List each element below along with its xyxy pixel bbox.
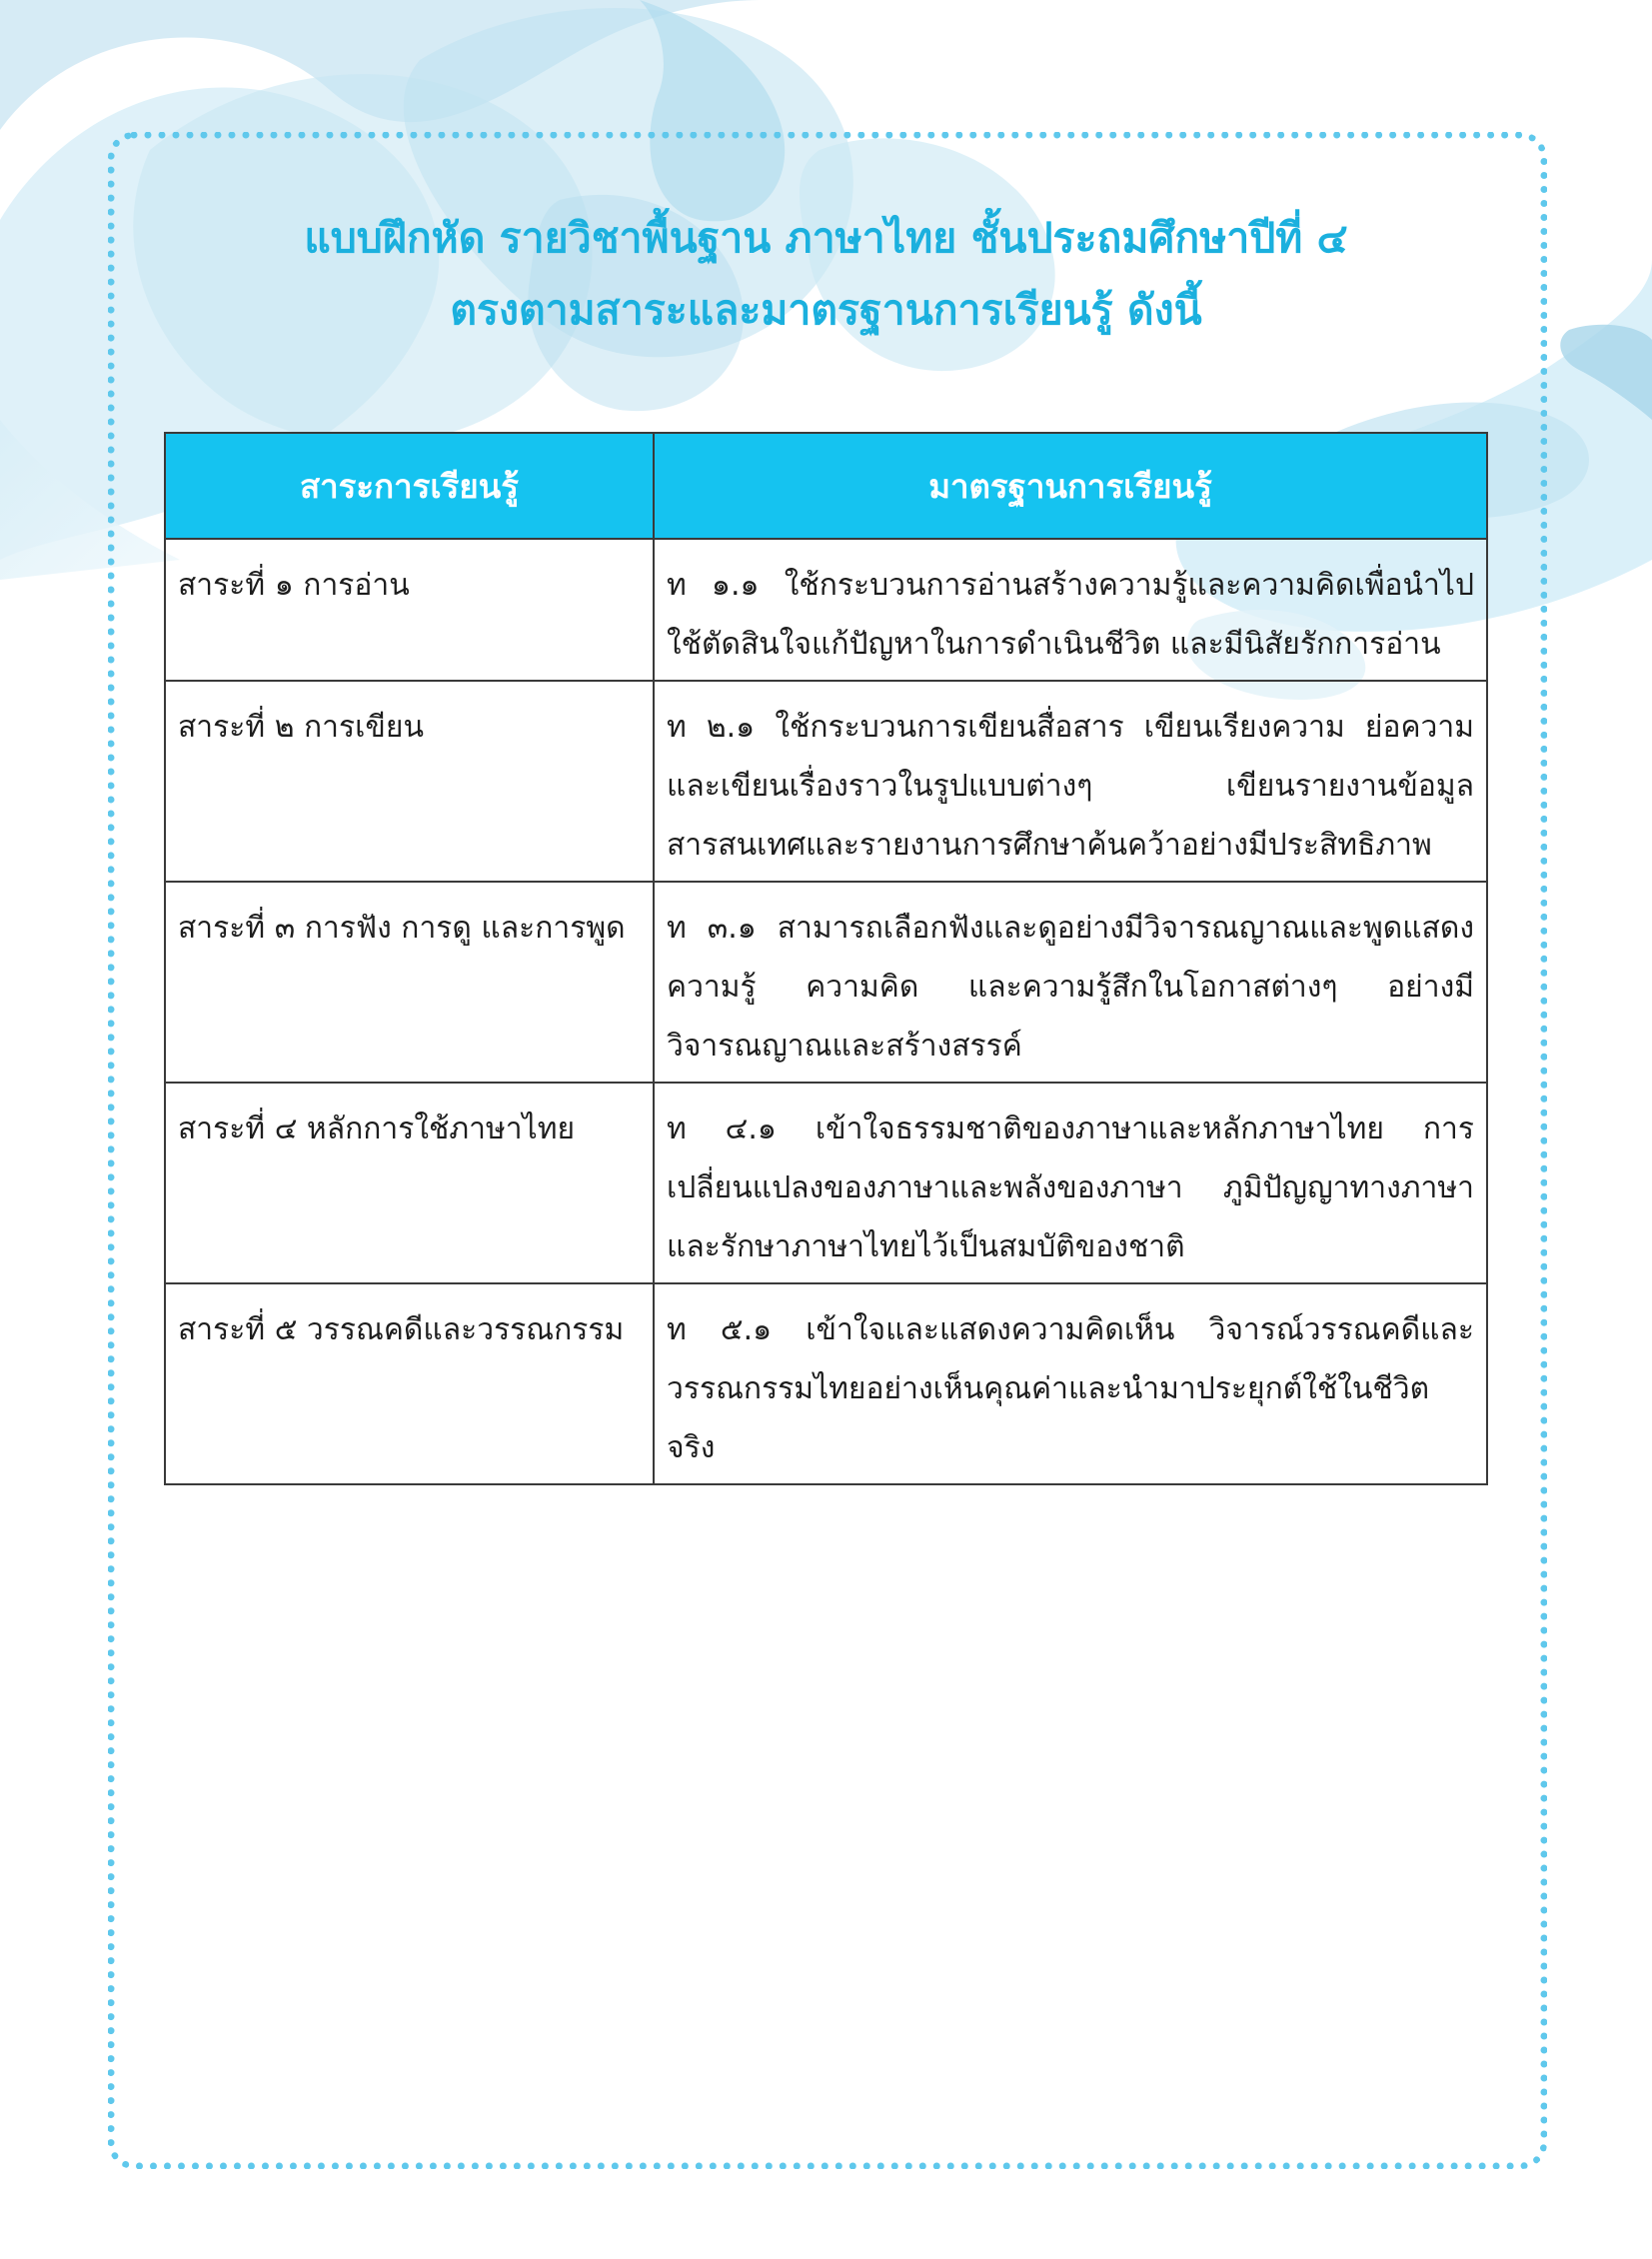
strand-cell: สาระที่ ๑ การอ่าน [165,539,654,681]
standard-cell: ท ๕.๑ เข้าใจและแสดงความคิดเห็น วิจารณ์วรรณคดีและวรรณกรรมไทยอย่างเห็นคุณค่าและนำมาประยุกต์ใช้ในชีวิตจริง [654,1283,1487,1484]
header-standard: มาตรฐานการเรียนรู้ [654,433,1487,539]
table-row [165,681,1487,882]
standard-cell: ท ๒.๑ ใช้กระบวนการเขียนสื่อสาร เขียนเรียงความ ย่อความ และเขียนเรื่องราวในรูปแบบต่างๆ เขียนรายงานข้อมูลสารสนเทศและรายงานการศึกษาค้นคว้าอย่างมีประสิทธิภาพ [654,681,1487,882]
table-row [165,539,1487,681]
strand-cell: สาระที่ ๓ การฟัง การดู และการพูด [165,882,654,1083]
strand-cell: สาระที่ ๔ หลักการใช้ภาษาไทย [165,1083,654,1283]
standard-cell: ท ๓.๑ สามารถเลือกฟังและดูอย่างมีวิจารณญาณและพูดแสดงความรู้ ความคิด และความรู้สึกในโอกาสต่างๆ อย่างมีวิจารณญาณและสร้างสรรค์ [654,882,1487,1083]
strand-cell: สาระที่ ๒ การเขียน [165,681,654,882]
curriculum-standards-table [164,432,1488,1485]
strand-cell: สาระที่ ๕ วรรณคดีและวรรณกรรม [165,1283,654,1484]
page-title-line-2: ตรงตามสาระและมาตรฐานการเรียนรู้ ดังนี้ [450,286,1202,334]
table-row [165,1083,1487,1283]
table-row [165,1283,1487,1484]
table-header-row [165,433,1487,539]
header-strand: สาระการเรียนรู้ [165,433,654,539]
standard-cell: ท ๑.๑ ใช้กระบวนการอ่านสร้างความรู้และความคิดเพื่อนำไปใช้ตัดสินใจแก้ปัญหาในการดำเนินชีวิต และมีนิสัยรักการอ่าน [654,539,1487,681]
standard-cell: ท ๔.๑ เข้าใจธรรมชาติของภาษาและหลักภาษาไทย การเปลี่ยนแปลงของภาษาและพลังของภาษา ภูมิปัญญาทางภาษาและรักษาภาษาไทยไว้เป็นสมบัติของชาติ [654,1083,1487,1283]
table-row [165,882,1487,1083]
page-title-line-1: แบบฝึกหัด รายวิชาพื้นฐาน ภาษาไทย ชั้นประถมศึกษาปีที่ ๔ [304,214,1348,262]
